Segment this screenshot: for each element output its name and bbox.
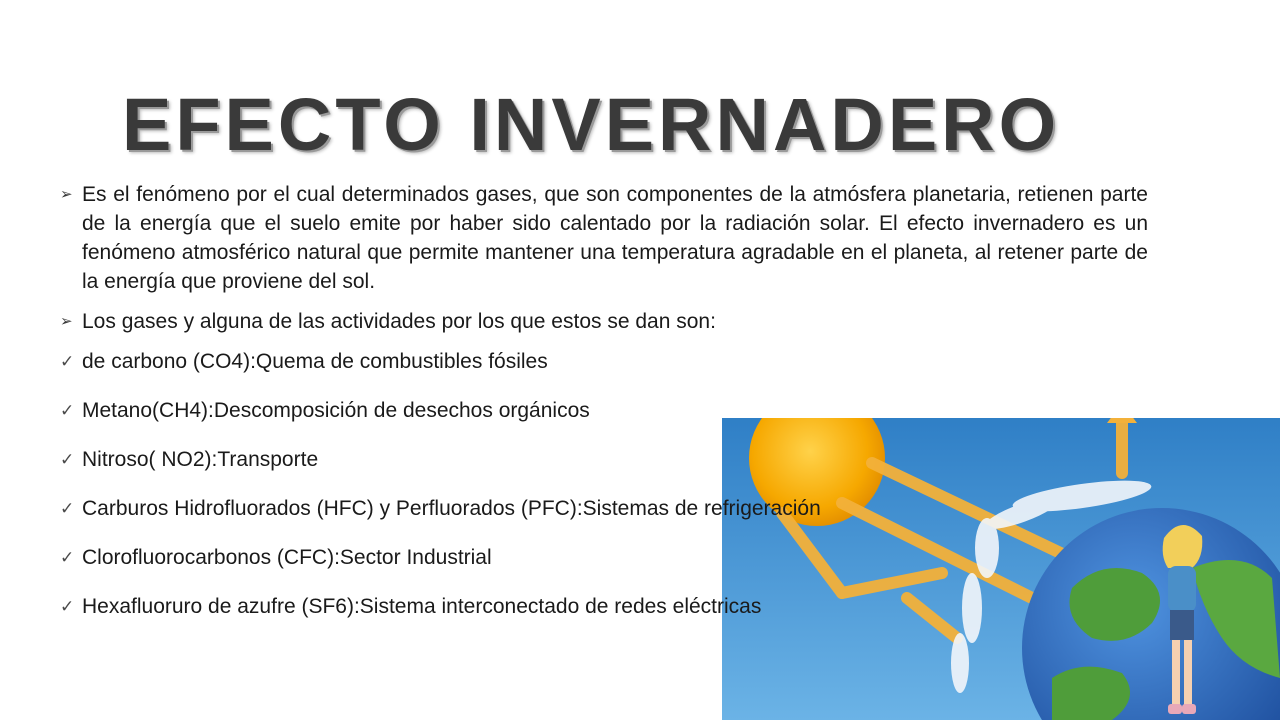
list-item [60, 494, 1148, 523]
checkmark-icon: ✓ [60, 597, 75, 616]
slide-content [60, 180, 1148, 641]
list-item [60, 396, 1148, 425]
checkmark-icon: ✓ [60, 548, 75, 567]
gas-item-text: Hexafluoruro de azufre (SF6):Sistema interconectado de redes eléctricas [82, 595, 762, 618]
list-item [60, 445, 1148, 474]
checkmark-icon: ✓ [60, 352, 75, 371]
list-item [60, 592, 1148, 621]
gas-item-text: Nitroso( NO2):Transporte [82, 448, 319, 471]
gas-item-text: Clorofluorocarbonos (CFC):Sector Industrial [82, 546, 492, 569]
gas-item-text: Metano(CH4):Descomposición de desechos orgánicos [82, 399, 590, 422]
definition-bullet [60, 180, 1148, 296]
list-item [60, 543, 1148, 572]
gases-intro-bullet [60, 307, 1148, 336]
checkmark-icon: ✓ [60, 499, 75, 518]
list-item [60, 347, 1148, 376]
checkmark-icon: ✓ [60, 401, 75, 420]
definition-text: Es el fenómeno por el cual determinados gases, que son componentes de la atmósfera planetaria, retienen parte de la energía que el suelo emite por haber sido calentado por la radiación solar. El efecto invernadero es un fenómeno atmosférico natural que permite mantener una temperatura agradable en el planeta, al retener parte de la energía que proviene del sol. [82, 183, 1148, 293]
checkmark-icon: ✓ [60, 450, 75, 469]
gases-intro-text: Los gases y alguna de las actividades por los que estos se dan son: [82, 310, 716, 333]
gas-item-text: de carbono (CO4):Quema de combustibles fósiles [82, 350, 548, 373]
arrow-bullet-icon: ➢ [60, 313, 73, 330]
gas-item-text: Carburos Hidrofluorados (HFC) y Perfluorados (PFC):Sistemas de refrigeración [82, 497, 821, 520]
slide-title: EFECTO INVERNADERO [122, 83, 1061, 166]
arrow-bullet-icon: ➢ [60, 186, 73, 203]
